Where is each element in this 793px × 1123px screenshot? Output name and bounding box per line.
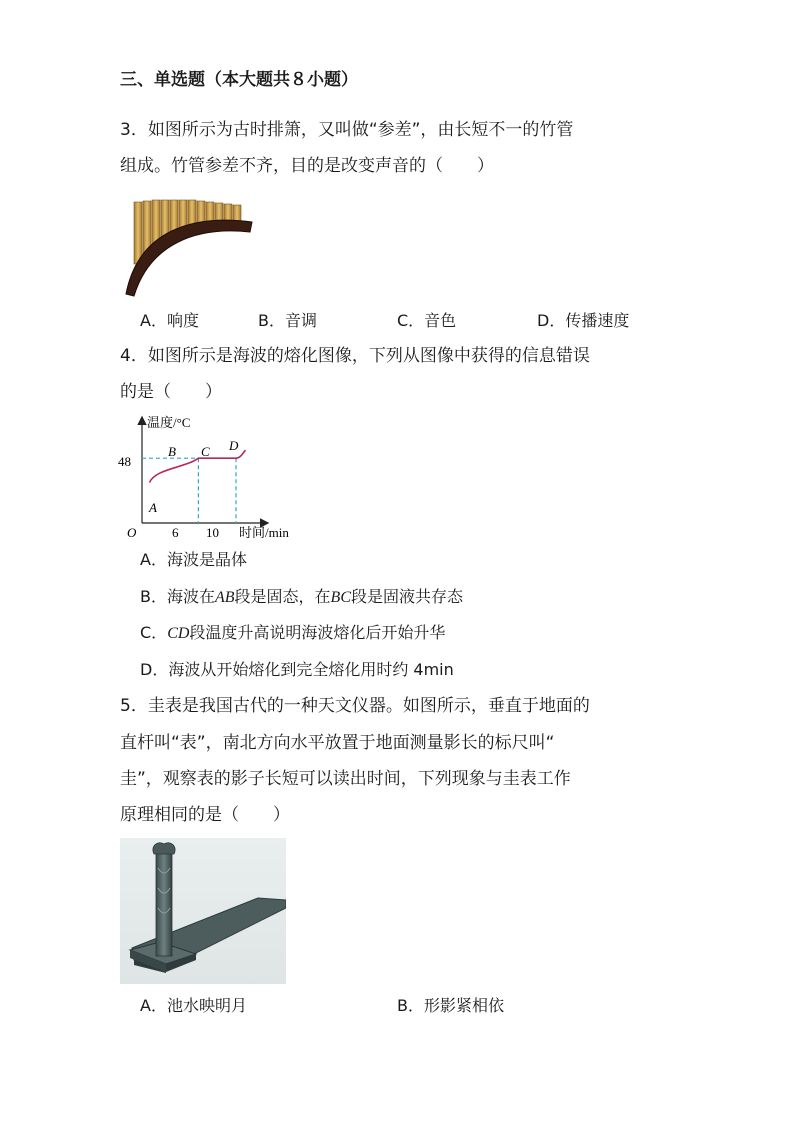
q3-stem-line-2: 组成。竹管参差不齐，目的是改变声音的（ ）	[120, 156, 494, 176]
q5-option-a[interactable]: A．池水映明月	[140, 996, 247, 1015]
q4-option-b-text-1: B．海波在	[140, 587, 215, 606]
panpipe-image	[120, 192, 260, 302]
point-label-b: B	[168, 444, 176, 459]
q4-option-b[interactable]	[140, 585, 463, 610]
guibiao-image	[120, 838, 286, 984]
origin-label: O	[127, 525, 137, 540]
q4-option-c-segment-cd: CD	[167, 625, 190, 642]
biao-pole	[156, 852, 172, 956]
q5-option-b[interactable]: B．形影紧相依	[397, 996, 504, 1015]
q3-stem-line-1: 3．如图所示为古时排箫，又叫做“参差”，由长短不一的竹管	[120, 120, 574, 140]
q4-option-b-text-3: 段是固液共存态	[351, 587, 464, 606]
melting-curve	[150, 450, 246, 482]
point-label-a: A	[149, 500, 157, 515]
pole-ornament	[153, 843, 175, 854]
q4-option-b-text-2: 段是固态，在	[234, 587, 331, 606]
q4-option-a[interactable]: A．海波是晶体	[140, 550, 247, 569]
q3-option-d[interactable]: D．传播速度	[537, 311, 630, 330]
q3-option-a[interactable]: A．响度	[140, 311, 199, 330]
melting-graph	[115, 410, 305, 542]
point-label-d: D	[229, 438, 239, 453]
q4-option-b-segment-ab: AB	[214, 589, 235, 606]
section-title: 三、单选题（本大题共８小题）	[120, 70, 358, 90]
q5-stem-line-4: 原理相同的是（ ）	[120, 805, 290, 825]
y-axis-label: 温度/°C	[147, 415, 191, 430]
point-label-c: C	[201, 444, 210, 459]
q4-option-d[interactable]: D．海波从开始熔化到完全熔化用时约 4min	[140, 660, 454, 679]
q4-option-b-segment-bc: BC	[330, 589, 351, 606]
q4-stem-line-1: 4．如图所示是海波的熔化图像，下列从图像中获得的信息错误	[120, 346, 590, 366]
q5-stem-line-3: 圭”，观察表的影子长短可以读出时间，下列现象与圭表工作	[120, 769, 571, 789]
q3-option-c[interactable]: C．音色	[397, 311, 457, 330]
q3-option-b[interactable]: B．音调	[258, 311, 317, 330]
q4-stem-line-2: 的是（ ）	[120, 382, 222, 402]
q4-option-c-text-1: C．	[140, 623, 168, 642]
x-axis-label: 时间/min	[239, 525, 289, 540]
q5-stem-line-1: 5．圭表是我国古代的一种天文仪器。如图所示，垂直于地面的	[120, 696, 590, 716]
q4-option-c-text-2: 段温度升高说明海波熔化后开始升华	[189, 623, 446, 642]
q5-stem-line-2: 直杆叫“表”，南北方向水平放置于地面测量影长的标尺叫“	[120, 733, 555, 753]
q4-option-c[interactable]	[140, 621, 445, 646]
x-tick-10: 10	[206, 525, 219, 540]
y-tick-48: 48	[118, 454, 131, 469]
x-tick-6: 6	[172, 525, 179, 540]
